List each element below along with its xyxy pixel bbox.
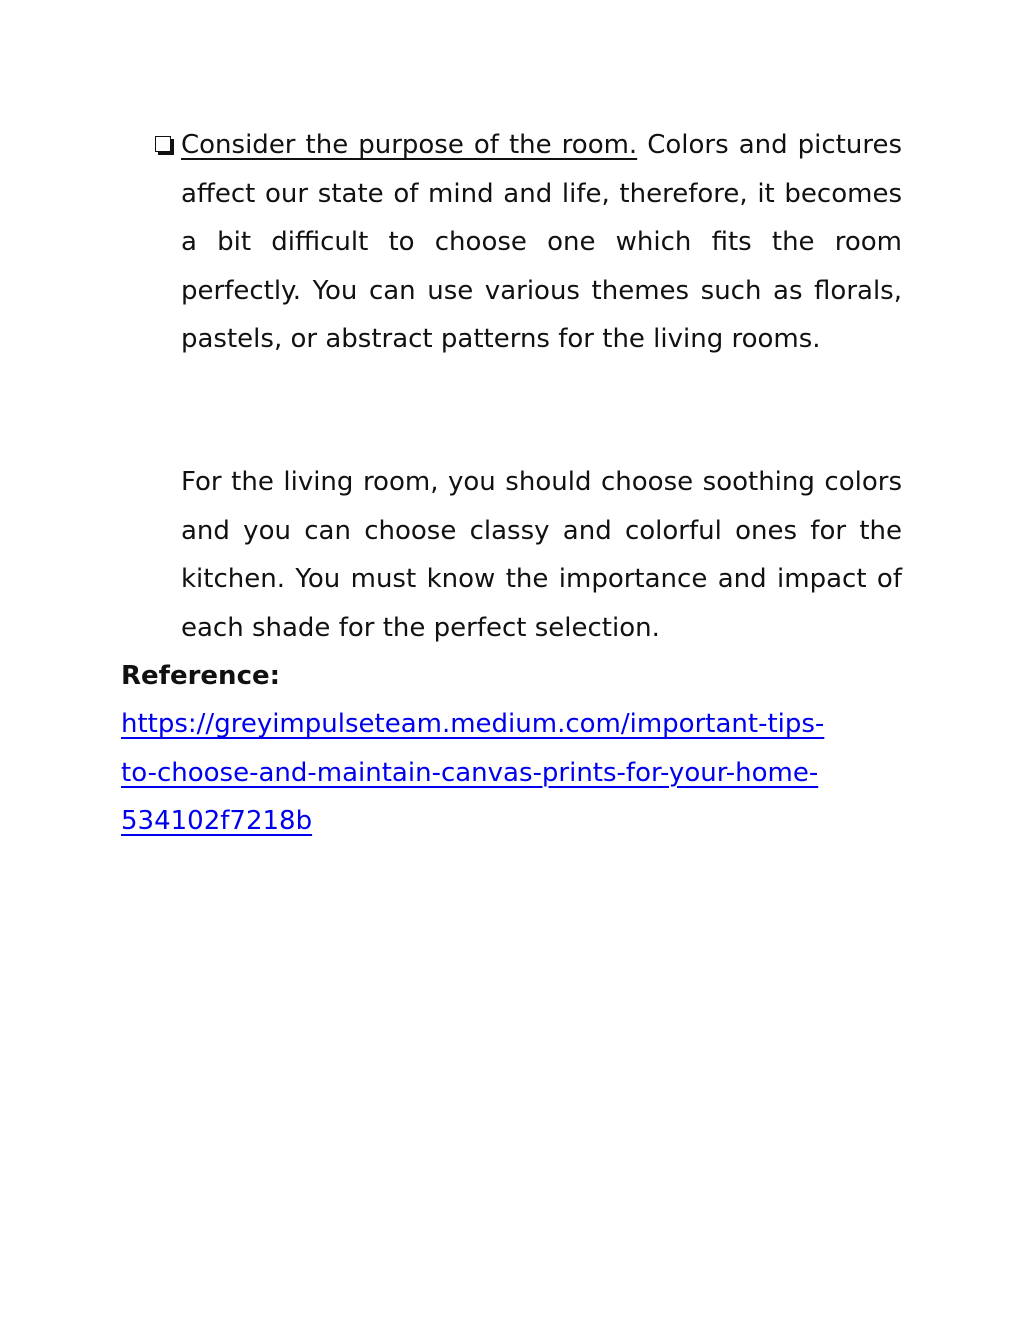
- reference-link-line: 534102f7218b: [121, 806, 313, 836]
- checkbox-bullet-icon: [155, 136, 171, 152]
- reference-link-line: to-choose-and-maintain-canvas-prints-for-your-home-: [121, 757, 819, 788]
- reference-label: Reference:: [121, 661, 281, 691]
- bullet-item: [181, 121, 902, 364]
- paragraph-living-room: For the living room, you should choose soothing colors and you can choose classy and colorful ones for the kitchen. You must know the importance and impact of each shade for the perfect selection.: [181, 467, 902, 643]
- reference-link-line: https://greyimpulseteam.medium.com/important-tips-: [121, 709, 825, 739]
- bullet-lead-text: Consider the purpose of the room.: [181, 130, 638, 160]
- bullet-body-text: Colors and pictures affect our state of mind and life, therefore, it becomes a bit difficult to choose one which fits the room perfectly. You can use various themes such as florals, pastels, or abstract patterns for the living rooms.: [181, 130, 902, 354]
- reference-link[interactable]: [121, 700, 901, 846]
